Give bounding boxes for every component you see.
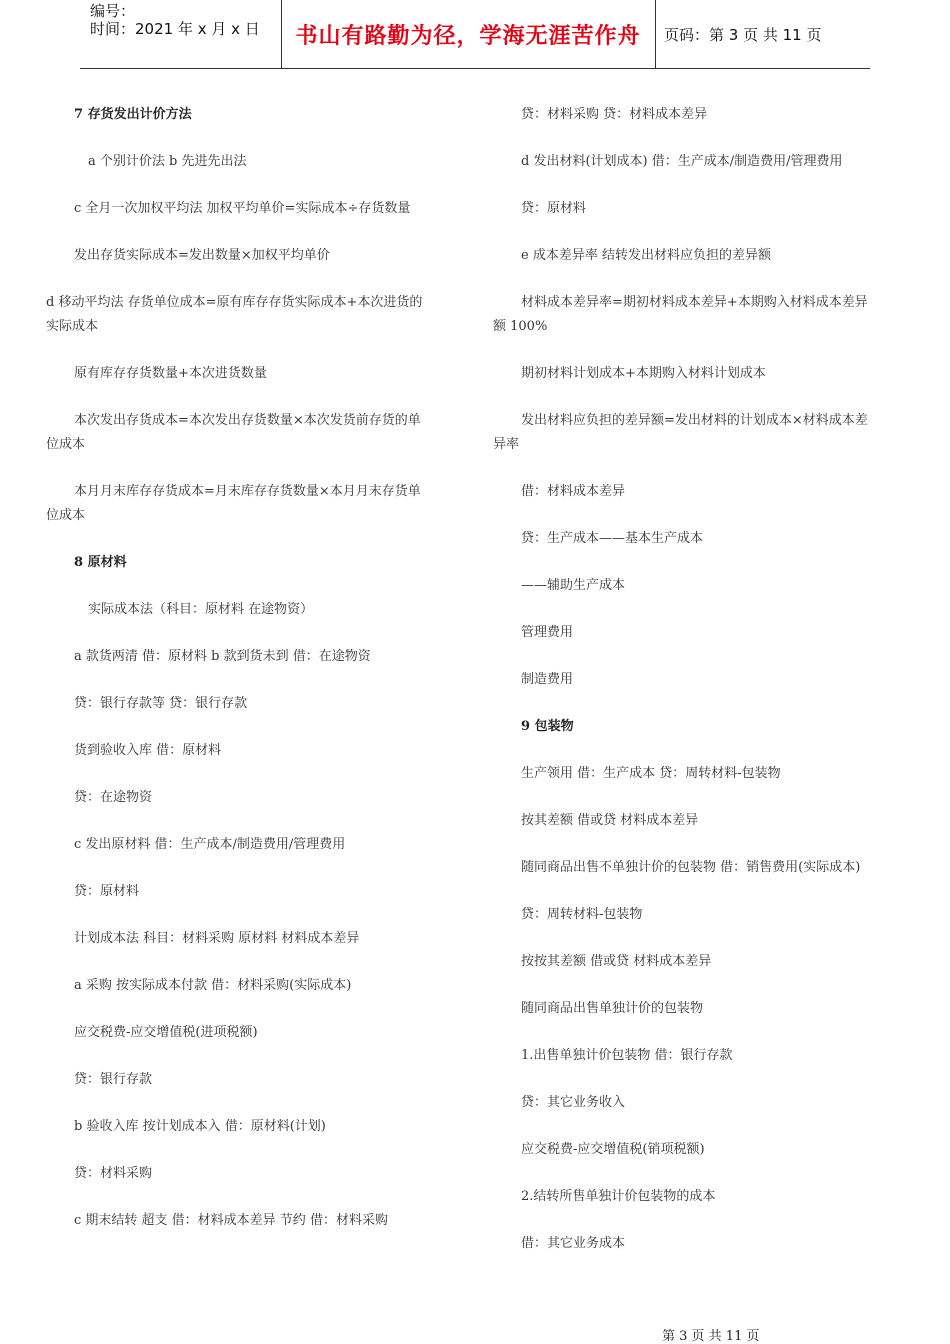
paragraph-spacer (46, 1092, 461, 1115)
paragraph: 制造费用 (521, 672, 574, 687)
header-motto: 书山有路勤为径，学海无涯苦作舟 (295, 23, 641, 49)
section-heading: 7 存货发出计价方法 (74, 107, 192, 122)
paragraph: 借：其它业务成本 (521, 1236, 626, 1251)
paragraph-spacer (493, 1209, 908, 1232)
paragraph: 原有库存存货数量+本次进货数量 (74, 366, 267, 381)
right-column (493, 103, 908, 1256)
paragraph: 本次发出存货成本=本次发出存货数量×本次发货前存货的单 (74, 413, 421, 428)
paragraph-spacer (493, 1115, 908, 1138)
paragraph-spacer (46, 528, 461, 551)
left-column (46, 103, 461, 1233)
paragraph: d 移动平均法 存货单位成本=原有库存存货实际成本+本次进货的 (46, 295, 423, 310)
paragraph: 贷：原材料 (74, 884, 140, 899)
paragraph-spacer (493, 174, 908, 197)
paragraph: 贷：周转材料-包装物 (521, 907, 643, 922)
paragraph-spacer (493, 1162, 908, 1185)
paragraph: d 发出材料(计划成本) 借：生产成本/制造费用/管理费用 (521, 154, 843, 169)
paragraph-spacer (46, 763, 461, 786)
paragraph-spacer (493, 739, 908, 762)
paragraph-spacer (493, 880, 908, 903)
paragraph-spacer (46, 1045, 461, 1068)
paragraph-spacer (493, 833, 908, 856)
paragraph-spacer (493, 268, 908, 291)
paragraph-spacer (493, 598, 908, 621)
paragraph: 本月月末库存存货成本=月末库存存货数量×本月月末存货单 (74, 484, 421, 499)
header-meta (90, 2, 260, 38)
paragraph-spacer (493, 457, 908, 480)
paragraph-spacer (493, 127, 908, 150)
paragraph: 贷：材料采购 贷：材料成本差异 (521, 107, 708, 122)
paragraph: 按其差额 借或贷 材料成本差异 (521, 813, 699, 828)
paragraph: 2.结转所售单独计价包装物的成本 (521, 1189, 716, 1204)
paragraph: 贷：原材料 (521, 201, 587, 216)
paragraph: c 发出原材料 借：生产成本/制造费用/管理费用 (74, 837, 346, 852)
paragraph: 发出材料应负担的差异额=发出材料的计划成本×材料成本差 (521, 413, 868, 428)
paragraph-spacer (493, 504, 908, 527)
paragraph-spacer (493, 1021, 908, 1044)
document-number-label: 编号： (90, 2, 136, 20)
paragraph-spacer (46, 1139, 461, 1162)
paragraph: a 个别计价法 b 先进先出法 (88, 154, 247, 169)
paragraph: 随同商品出售不单独计价的包装物 借：销售费用(实际成本) (521, 860, 861, 875)
paragraph: 管理费用 (521, 625, 574, 640)
paragraph-spacer (493, 221, 908, 244)
paragraph-spacer (493, 551, 908, 574)
paragraph-spacer (493, 692, 908, 715)
paragraph: 货到验收入库 借：原材料 (74, 743, 222, 758)
section-heading: 9 包装物 (521, 719, 574, 734)
paragraph-spacer (493, 786, 908, 809)
section-heading: 8 原材料 (74, 555, 127, 570)
paragraph-spacer (46, 669, 461, 692)
paragraph: 材料成本差异率=期初材料成本差异+本期购入材料成本差异 (521, 295, 868, 310)
paragraph-spacer (46, 998, 461, 1021)
paragraph-spacer (46, 1186, 461, 1209)
paragraph: 计划成本法 科目：材料采购 原材料 材料成本差异 (74, 931, 360, 946)
paragraph: 贷：在途物资 (74, 790, 153, 805)
page-header (80, 0, 870, 69)
paragraph-continuation: 位成本 (46, 508, 86, 523)
paragraph: 贷：银行存款 (74, 1072, 153, 1087)
paragraph-continuation: 实际成本 (46, 319, 99, 334)
paragraph-continuation: 异率 (493, 437, 520, 452)
paragraph-spacer (46, 575, 461, 598)
paragraph: 实际成本法（科目：原材料 在途物资） (88, 602, 314, 617)
paragraph-spacer (46, 951, 461, 974)
paragraph-spacer (493, 386, 908, 409)
paragraph-spacer (46, 386, 461, 409)
paragraph: a 款货两清 借：原材料 b 款到货未到 借：在途物资 (74, 649, 371, 664)
paragraph: b 验收入库 按计划成本入 借：原材料(计划) (74, 1119, 326, 1134)
paragraph: 贷：生产成本——基本生产成本 (521, 531, 704, 546)
paragraph-spacer (493, 339, 908, 362)
page-footer: 第 3 页 共 11 页 (662, 1329, 760, 1344)
paragraph-spacer (493, 645, 908, 668)
paragraph-spacer (46, 857, 461, 880)
paragraph-continuation: 位成本 (46, 437, 86, 452)
paragraph: 应交税费-应交增值税(进项税额) (74, 1025, 258, 1040)
paragraph: 期初材料计划成本+本期购入材料计划成本 (521, 366, 766, 381)
paragraph-spacer (46, 810, 461, 833)
paragraph: a 采购 按实际成本付款 借：材料采购(实际成本) (74, 978, 352, 993)
paragraph: 贷：银行存款等 贷：银行存款 (74, 696, 248, 711)
paragraph-spacer (46, 268, 461, 291)
paragraph-spacer (46, 127, 461, 150)
paragraph-spacer (493, 927, 908, 950)
paragraph-spacer (46, 622, 461, 645)
paragraph: 发出存货实际成本=发出数量×加权平均单价 (74, 248, 330, 263)
paragraph: c 期末结转 超支 借：材料成本差异 节约 借：材料采购 (74, 1213, 388, 1228)
paragraph: 贷：其它业务收入 (521, 1095, 626, 1110)
paragraph-spacer (46, 904, 461, 927)
paragraph: e 成本差异率 结转发出材料应负担的差异额 (521, 248, 771, 263)
paragraph: 按按其差额 借或贷 材料成本差异 (521, 954, 712, 969)
paragraph: 生产领用 借：生产成本 贷：周转材料-包装物 (521, 766, 781, 781)
paragraph: ——辅助生产成本 (521, 578, 626, 593)
paragraph-spacer (493, 1068, 908, 1091)
paragraph: c 全月一次加权平均法 加权平均单价=实际成本÷存货数量 (74, 201, 411, 216)
paragraph: 贷：材料采购 (74, 1166, 153, 1181)
paragraph: 随同商品出售单独计价的包装物 (521, 1001, 704, 1016)
paragraph-spacer (46, 339, 461, 362)
paragraph-spacer (493, 974, 908, 997)
paragraph: 应交税费-应交增值税(销项税额) (521, 1142, 705, 1157)
paragraph-spacer (46, 174, 461, 197)
paragraph-spacer (46, 716, 461, 739)
paragraph-continuation: 额 100% (493, 319, 548, 334)
header-page-info: 页码：第 3 页 共 11 页 (664, 25, 822, 44)
header-divider (655, 0, 656, 68)
paragraph-spacer (46, 457, 461, 480)
paragraph: 借：材料成本差异 (521, 484, 626, 499)
document-time-label: 时间：2021 年 x 月 x 日 (90, 20, 260, 38)
paragraph-spacer (46, 221, 461, 244)
paragraph: 1.出售单独计价包装物 借：银行存款 (521, 1048, 733, 1063)
